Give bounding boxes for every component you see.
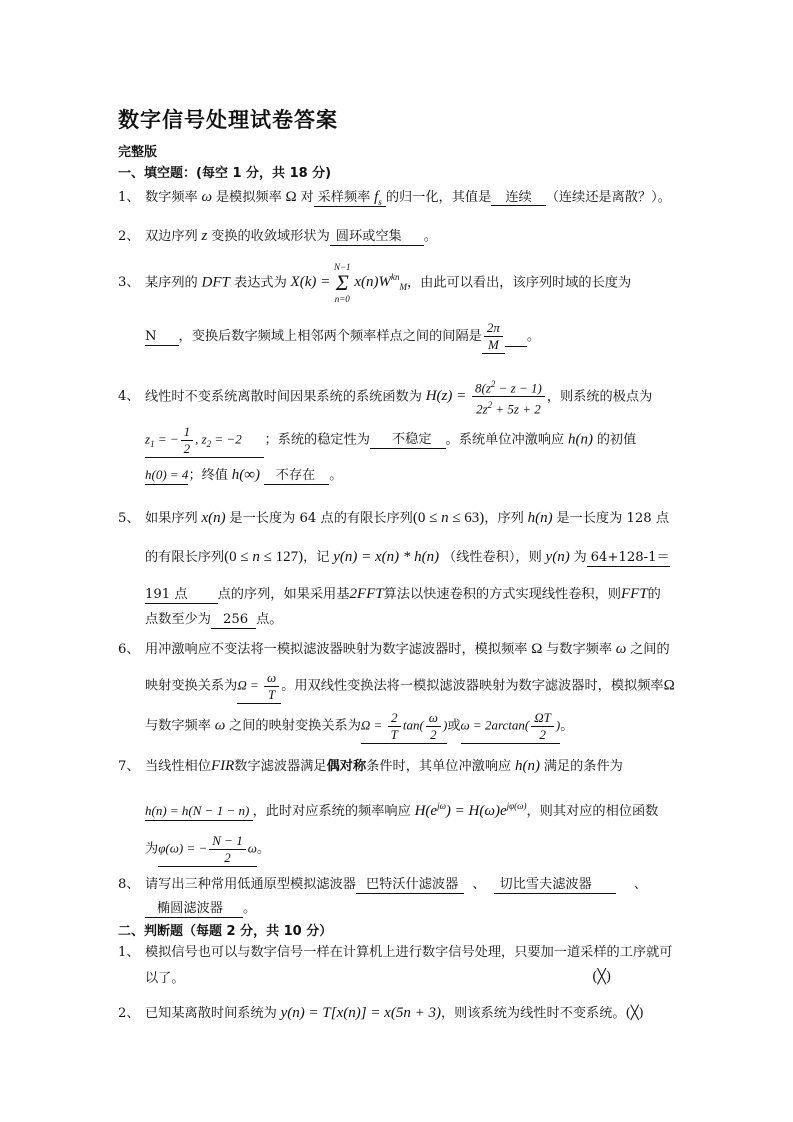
q3-text: 某序列的 (145, 275, 198, 291)
q7-line2: h(n) = h(N − 1 − n) ，此时对应系统的频率响应 $H(e^{j\omega}) = H(\omega)e^{j\varphi(\omega)}$，则其对应的相位函数 (145, 801, 659, 819)
q6-text: 。用双线性变换法将一模拟滤波器映射为数字滤波器时，模拟频率 (281, 678, 664, 694)
q7-text: 满足的条件为 (543, 759, 623, 774)
q5-text: ，记 (303, 550, 330, 565)
q3-line2 (145, 320, 705, 354)
judge-q1-line2 (145, 970, 705, 988)
q8-answer-2: 切比雪夫滤波器 (494, 877, 616, 894)
q6-text: 与数字频率 (145, 718, 211, 734)
q6-text: 与数字频率 (546, 642, 613, 657)
q7-text: 为 (145, 841, 159, 857)
q7-answer-2: φ(ω) = − $\frac{N - 1}{2}$ ω (158, 833, 257, 865)
q3-answer-1: N (145, 329, 179, 346)
q7-text: ，则其对应的相位函数 (526, 804, 659, 819)
q4-line3: h(0) = 4；终值 h(∞) 不存在 。 (145, 467, 343, 483)
q8-sep: 、 (633, 877, 647, 892)
q3-text: ，变换后数字频域上相邻两个频率样点之间的间隔是 (178, 329, 482, 344)
q5-text: 点数至少为 (145, 612, 211, 627)
q5-text: 的有限长序列 (145, 550, 225, 565)
q6-line2: 映射变换关系为Ω = $\frac{\omega}{T}$ 。用双线性变换法将一模拟滤波器映射为数字滤波器时，模拟频率Ω (145, 670, 675, 702)
subtitle: 完整版 (118, 145, 158, 160)
q4-text: 的初值 (596, 432, 637, 448)
section1-heading: 一、填空题：(每空 1 分，共 18 分) (118, 166, 332, 181)
q3-number: 3、 (118, 275, 140, 291)
q7-line3 (145, 833, 705, 867)
q1-text: （连续还是离散？）。 (545, 190, 671, 205)
q4-text: ；系统的稳定性为 (264, 432, 370, 448)
q6-text: 之间的 (630, 642, 670, 657)
q5-line2: 的有限长序列(0 ≤ n ≤ 127)，记 y(n) = x(n) * h(n) （线性卷积），则 y(n) 为 64+128-1＝ (145, 549, 670, 565)
q3-text: 表达式为 (234, 275, 287, 291)
q1-text: 的归一化，其值是 (385, 190, 492, 205)
q2-number: 2、 (118, 229, 140, 244)
q6-number: 6、 (118, 642, 140, 657)
q7-text: 条件时，其单位冲激响应 (366, 759, 512, 774)
q5-number: 5、 (118, 511, 140, 526)
q4-answer-stability: 不稳定 (370, 432, 446, 449)
q4-number: 4、 (118, 389, 140, 405)
q7-answer-1: h(n) = h(N − 1 − n) (145, 802, 253, 821)
q5-line3 (145, 585, 705, 604)
q8-sep: 、 (472, 877, 486, 892)
judge-q1-answer: (╳) (592, 969, 612, 985)
q5-line4 (145, 611, 705, 629)
q3-dft: DFT (201, 274, 230, 291)
q5-text: 为 (573, 550, 587, 565)
q5-text: （线性卷积），则 (442, 550, 542, 565)
q8 (118, 876, 678, 894)
q3-formula: X(k) = N−1 Σ n=0 $x(n)W^{kn}_M$ (286, 262, 407, 304)
q6-answer-3: ω = 2arctan( $\frac{\Omega T}{2}$ ) (460, 710, 561, 742)
q1-number: 1、 (118, 190, 140, 205)
q3-text: 。 (526, 329, 541, 344)
q1-text: 数字频率 (145, 190, 198, 205)
q4-text: ；终值 (188, 468, 228, 483)
q5-text: ，序列 (484, 511, 524, 526)
q5-text: 如果序列 (145, 511, 198, 526)
q6-line3: 与数字频率 ω 之间的映射变换关系为Ω = $\frac{2}{T}$ tan( $\frac{\omega}{2}$ )或ω = 2arctan( $\frac{\Omega T}{2}$ )。 (145, 710, 574, 742)
q8-text: 。 (242, 901, 257, 916)
q6: 6、 用冲激响应不变法将一模拟滤波器映射为数字滤波器时，模拟频率 Ω 与数字频率 ω 之间的 (118, 641, 670, 657)
q5-text: 是一长度为 64 点的有限长序列 (229, 511, 413, 526)
q8-number: 8、 (118, 877, 140, 892)
q3-answer-2: $\frac{2\pi}{M}$ (482, 320, 505, 354)
judge-q2-number: 2、 (118, 1006, 140, 1021)
q2-answer: 圆环或空集 (330, 229, 424, 246)
judge-q1 (118, 944, 678, 962)
q4-formula: H(z) = $\frac{8(z^2 - z - 1)}{2z^2 + 5z + 2}$ (422, 388, 547, 404)
q4-text: ，则系统的极点为 (546, 389, 653, 405)
q6-answer-2: Ω = $\frac{2}{T}$ tan( $\frac{\omega}{2}$ ) (360, 710, 448, 742)
q5-answer-1b: 191 点 (145, 587, 218, 604)
q7-number: 7、 (118, 759, 140, 774)
q1-text: 是模拟频率 (215, 190, 282, 205)
q5-fft2: 2FFT (349, 586, 384, 602)
q5-text: 是一长度为 128 点 (556, 511, 670, 526)
q7-text: 数字滤波器满足 (234, 759, 327, 774)
q4-answer-poles: $z_1$ = − $\frac{1}{2}$ , $z_2 = -2$ (145, 424, 265, 456)
q4-answer-final: 不存在 (264, 468, 330, 485)
q4-text: 。系统单位冲激响应 (445, 432, 565, 448)
q4-line2: $z_1$ = − $\frac{1}{2}$ , $z_2 = -2$ ；系统的稳定性为 不稳定 。系统单位冲激响应 h(n) 的初值 (145, 424, 637, 456)
q1-answer-2: 连续 (491, 190, 545, 206)
q1-text: 对 (300, 190, 314, 205)
q7-text: ，此时对应系统的频率响应 (252, 804, 411, 819)
judge-q2-answer: (╳) (625, 1006, 644, 1021)
q4-text: 。 (329, 468, 343, 483)
q2-text: 。 (423, 229, 437, 244)
q5-answer-2: 256 (211, 612, 256, 629)
judge-q1-number: 1、 (118, 945, 140, 960)
q5-text: 的 (647, 587, 661, 602)
judge-q2: 2、 已知某离散时间系统为 y(n) = T[x(n)] = x(5n + 3)，则该系统为线性时不变系统。(╳) (118, 1005, 644, 1021)
page-title: 数字信号处理试卷答案 (118, 108, 338, 132)
q6-text: 。 (560, 718, 574, 734)
q6-answer-1: Ω = $\frac{\omega}{T}$ (237, 670, 281, 704)
judge-q2-text: 已知某离散时间系统为 (145, 1006, 277, 1021)
q7-fir: FIR (210, 758, 235, 774)
q2-text: 变换的收敛域形状为 (211, 229, 330, 244)
q5-answer-1a: 64+128-1＝ (587, 550, 670, 567)
judge-q1-text: 模拟信号也可以与数字信号一样在计算机上进行数字信号处理，只要加一道采样的工序就可 (145, 945, 673, 960)
q6-text: 或 (447, 718, 461, 734)
q5-text: 点的序列，如果采用基 (217, 587, 350, 602)
q6-text: 之间的映射变换关系为 (229, 718, 361, 734)
q5-text: 点。 (256, 612, 283, 627)
q7-text: 。 (256, 841, 271, 857)
q7: 7、 当线性相位FIR数字滤波器满足偶对称条件时，其单位冲激响应 h(n) 满足的条件为 (118, 758, 623, 774)
q5-text: 算法以快速卷积的方式实现线性卷积，则 (383, 587, 621, 602)
judge-q1-text: 以了。 (145, 971, 185, 986)
q7-text: 当线性相位 (145, 759, 211, 774)
q6-text: 映射变换关系为 (145, 678, 238, 694)
q5-fft: FFT (620, 586, 648, 602)
q8-text: 请写出三种常用低通原型模拟滤波器 (145, 877, 356, 892)
q8-answer-3: 椭圆滤波器 (145, 901, 243, 918)
section2-heading: 二、判断题（每题 2 分，共 10 分） (118, 924, 333, 939)
q4-answer-initial: h(0) = 4 (145, 466, 188, 485)
q2: 2、 双边序列 z 变换的收敛域形状为 圆环或空集 。 (118, 228, 437, 244)
q3-text: ，由此可以看出，该序列时域的长度为 (406, 275, 632, 291)
q8-line2 (145, 900, 705, 918)
judge-q2-text: ，则该系统为线性时不变系统。 (440, 1006, 626, 1021)
q6-text: 用冲激响应不变法将一模拟滤波器映射为数字滤波器时，模拟频率 (145, 642, 528, 657)
q4-text: 线性时不变系统离散时间因果系统的系统函数为 (145, 389, 422, 405)
q1-answer-1: 采样频率 $f_s$ (314, 190, 386, 207)
q1: 1、 数字频率 ω 是模拟频率 Ω 对 采样频率 $f_s$ 的归一化，其值是 连续 （连续还是离散？）。 (118, 189, 671, 207)
q8-answer-1: 巴特沃什滤波器 (356, 877, 464, 894)
q2-text: 双边序列 (145, 229, 198, 244)
q3 (118, 262, 678, 304)
q5: 5、 如果序列 x(n) 是一长度为 64 点的有限长序列(0 ≤ n ≤ 63)，序列 h(n) 是一长度为 128 点 (118, 510, 670, 526)
q4 (118, 376, 678, 418)
q7-bold-term: 偶对称 (326, 759, 367, 774)
